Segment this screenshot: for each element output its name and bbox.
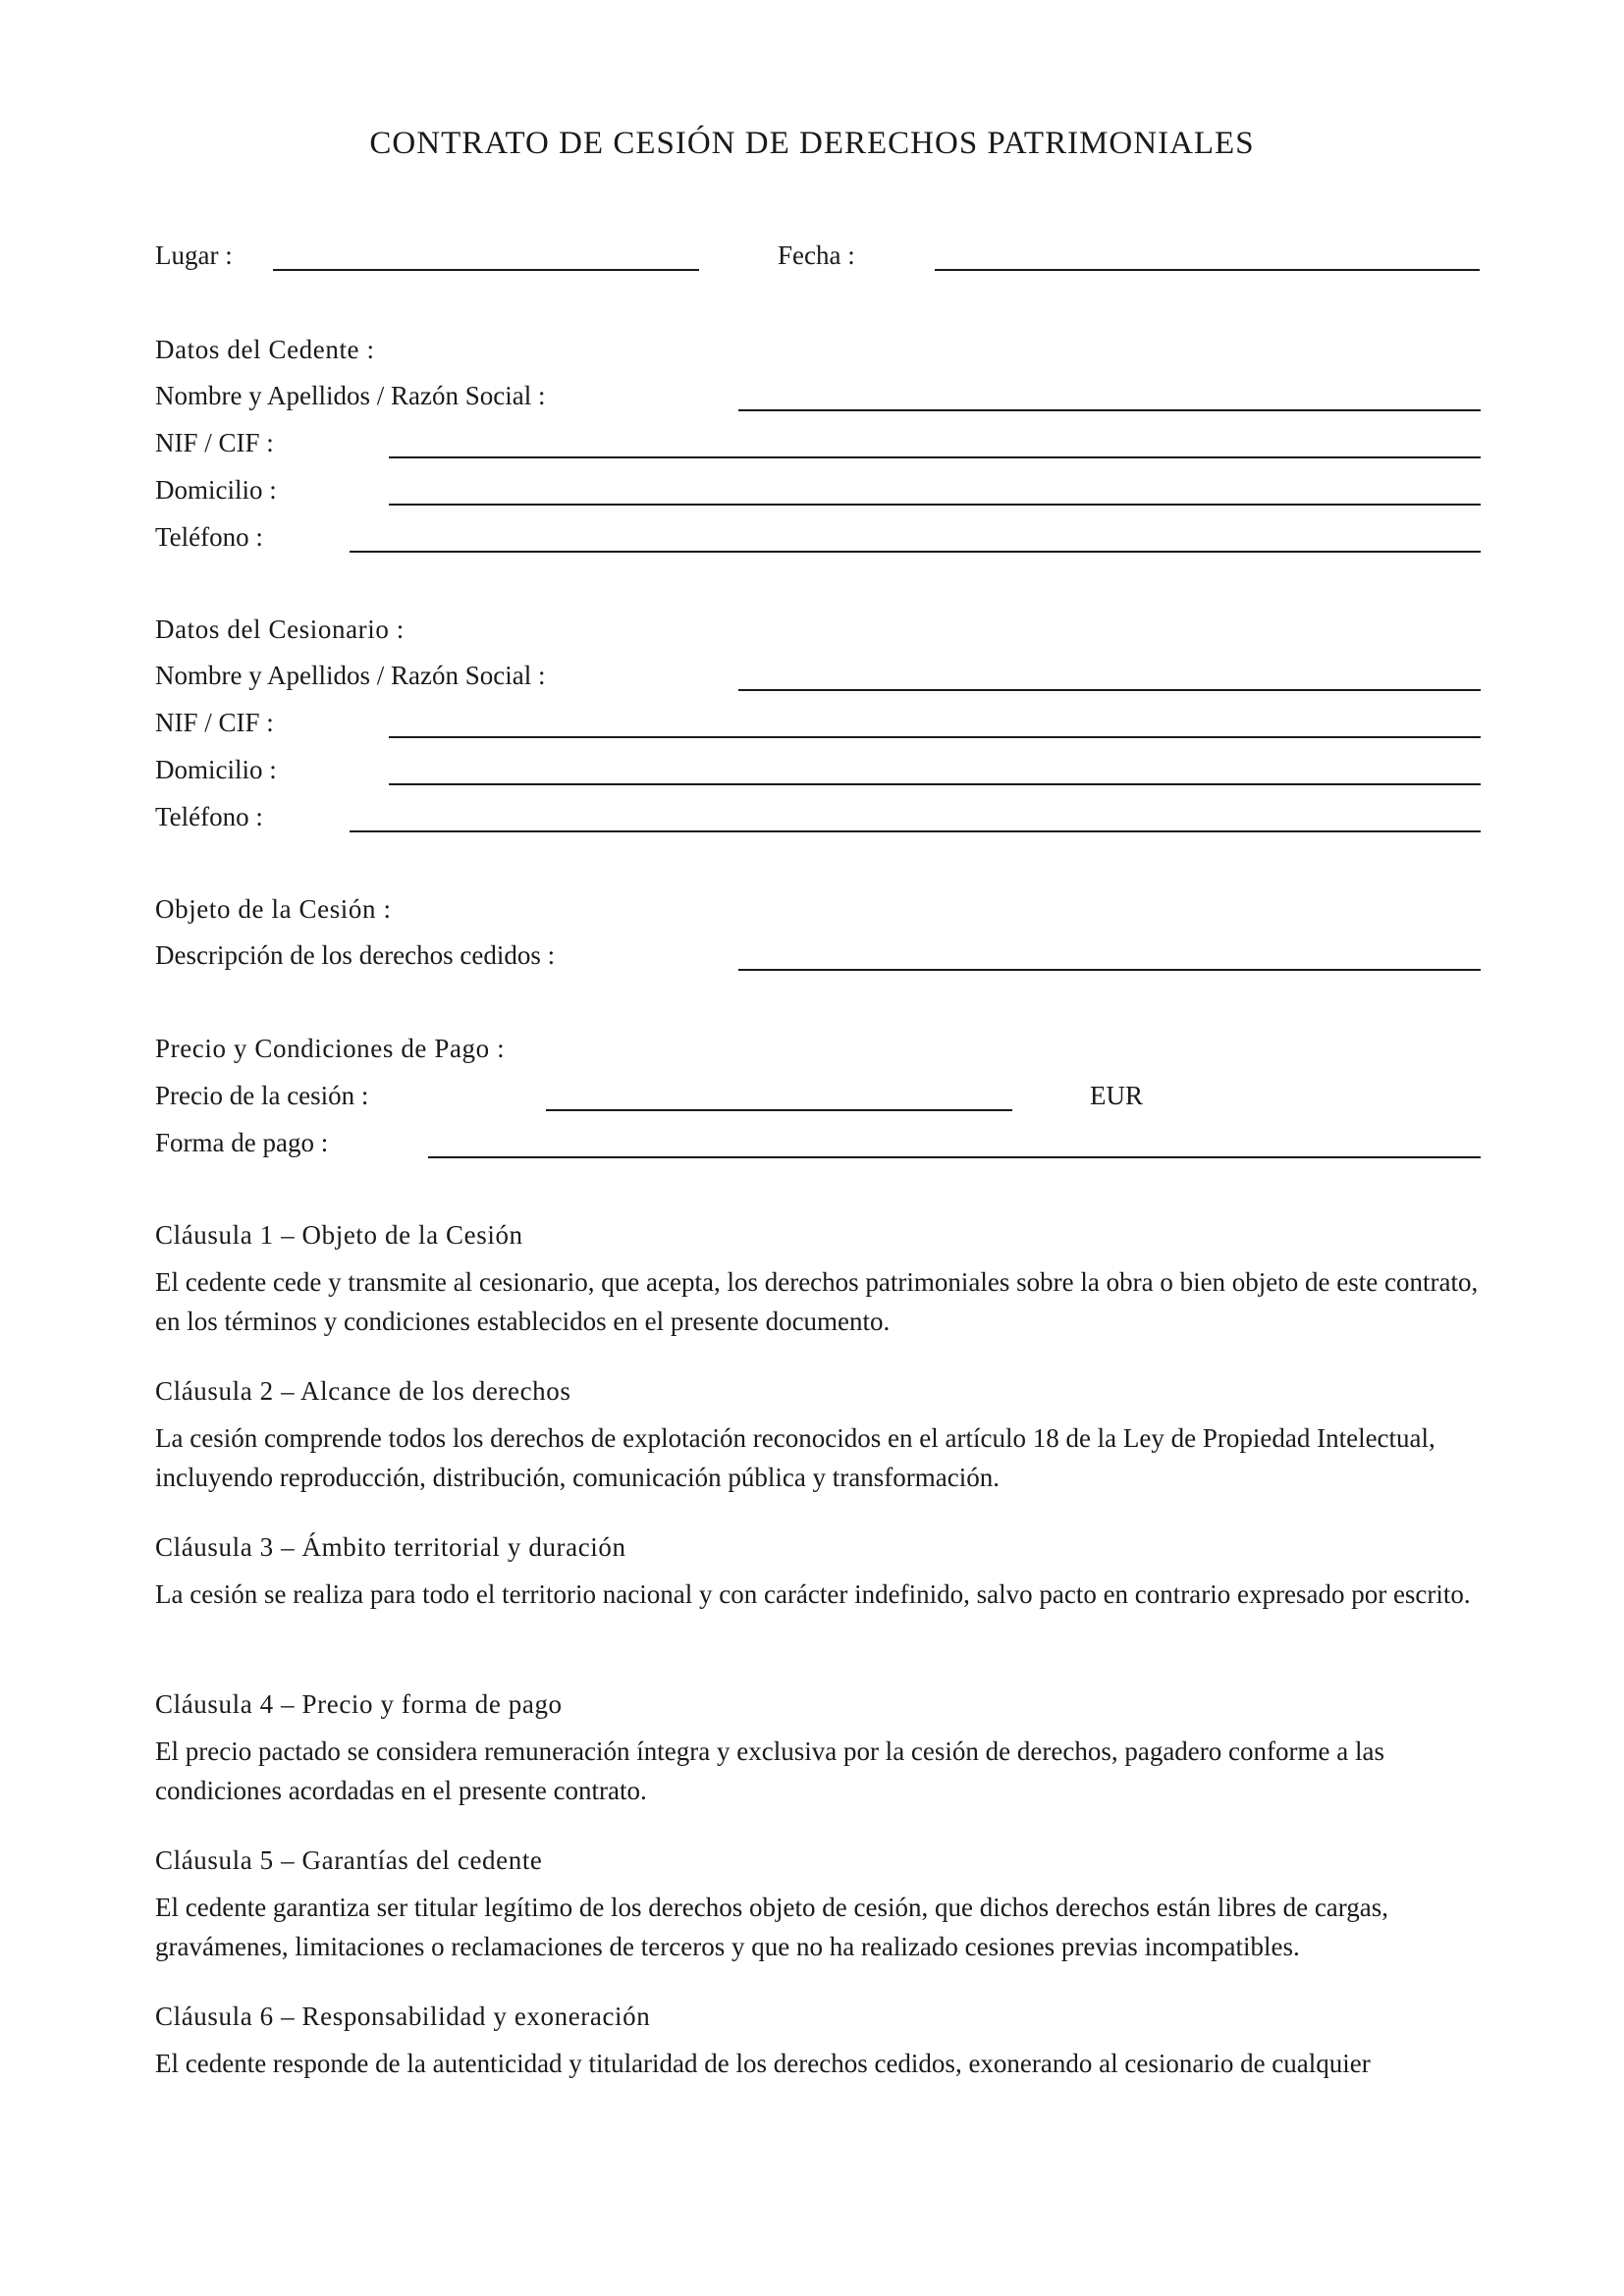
precio-section-label: Precio y Condiciones de Pago : [155,1034,506,1063]
cesionario-section-label: Datos del Cesionario : [155,614,405,644]
clause-2-heading: Cláusula 2 – Alcance de los derechos [155,1376,571,1406]
cesionario-nombre-field[interactable] [738,689,1481,691]
fecha-field[interactable] [935,269,1480,271]
cedente-telefono-label: Teléfono : [155,522,263,552]
clause-4-body: El precio pactado se considera remuneración íntegra y exclusiva por la cesión de derechos, pagadero conforme a las condiciones acordadas en el presente contrato. [155,1736,1384,1805]
cesionario-nif-label: NIF / CIF : [155,708,274,737]
clause-1-body: El cedente cede y transmite al cesionario, que acepta, los derechos patrimoniales sobre la obra o bien objeto de este contrato, en los términos y condiciones establecidos en el presente documento. [155,1267,1479,1336]
cedente-nif-field[interactable] [389,456,1481,458]
clause-5-body: El cedente garantiza ser titular legítimo de los derechos objeto de cesión, que dichos derechos están libres de cargas, gravámenes, limitaciones o reclamaciones de terceros y que no ha realizado cesiones previas incompatibles. [155,1893,1389,1961]
document-title: CONTRATO DE CESIÓN DE DERECHOS PATRIMONIALES [369,126,1255,161]
cesionario-domicilio-label: Domicilio : [155,755,277,784]
forma-pago-field[interactable] [428,1156,1481,1158]
clause-3-body: La cesión se realiza para todo el territorio nacional y con carácter indefinido, salvo pacto en contrario expresado por escrito. [155,1579,1471,1609]
clause-6-body: El cedente responde de la autenticidad y titularidad de los derechos cedidos, exonerando al cesionario de cualquier [155,2049,1371,2078]
clause-4-heading: Cláusula 4 – Precio y forma de pago [155,1689,563,1719]
cesionario-telefono-label: Teléfono : [155,802,263,831]
clause-2-body: La cesión comprende todos los derechos de explotación reconocidos en el artículo 18 de la Ley de Propiedad Intelectual, incluyendo reproducción, distribución, comunicación pública y transformación. [155,1423,1435,1492]
currency-label: EUR [1090,1081,1143,1110]
cesionario-domicilio-field[interactable] [389,783,1481,785]
lugar-field[interactable] [273,269,699,271]
clause-1-heading: Cláusula 1 – Objeto de la Cesión [155,1220,523,1250]
objeto-descripcion-label: Descripción de los derechos cedidos : [155,940,556,970]
cesionario-telefono-field[interactable] [350,830,1481,832]
precio-field[interactable] [546,1109,1012,1111]
precio-label: Precio de la cesión : [155,1081,369,1110]
objeto-section-label: Objeto de la Cesión : [155,894,392,924]
cesionario-nif-field[interactable] [389,736,1481,738]
cesionario-nombre-label: Nombre y Apellidos / Razón Social : [155,661,546,690]
fecha-label: Fecha : [778,240,855,270]
forma-pago-label: Forma de pago : [155,1128,329,1157]
cedente-telefono-field[interactable] [350,551,1481,553]
cedente-domicilio-label: Domicilio : [155,475,277,505]
cedente-nombre-label: Nombre y Apellidos / Razón Social : [155,381,546,410]
clause-5-heading: Cláusula 5 – Garantías del cedente [155,1845,543,1875]
cedente-nombre-field[interactable] [738,409,1481,411]
clause-6-heading: Cláusula 6 – Responsabilidad y exoneración [155,2002,651,2031]
clause-3-heading: Cláusula 3 – Ámbito territorial y duración [155,1532,626,1562]
cedente-section-label: Datos del Cedente : [155,335,375,364]
cedente-domicilio-field[interactable] [389,504,1481,506]
cedente-nif-label: NIF / CIF : [155,428,274,457]
objeto-descripcion-field[interactable] [738,969,1481,971]
lugar-label: Lugar : [155,240,233,270]
